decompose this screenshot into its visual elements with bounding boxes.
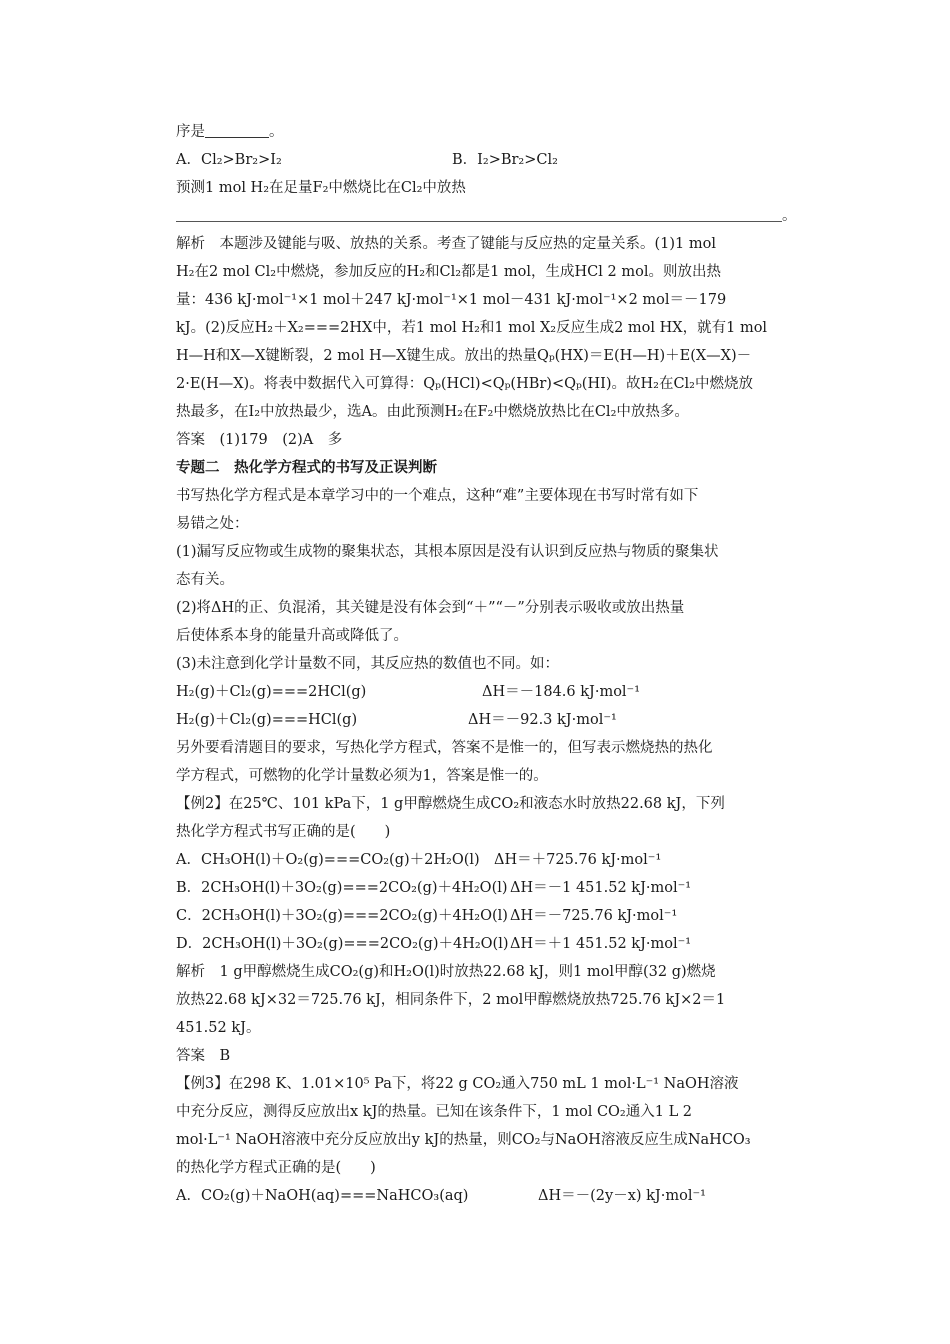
example3-stem-2: 中充分反应，测得反应放出x kJ的热量。已知在该条件下，1 mol CO₂通入1 L 2 <box>176 1104 693 1120</box>
analysis-line-5: H—H和X—X键断裂，2 mol H—X键生成。放出的热量Qₚ(HX)＝E(H—H)＋E(X—X)－ <box>176 348 752 364</box>
options-line <box>176 146 816 174</box>
topic2-line-6: 后使体系本身的能量升高或降低了。 <box>176 628 408 644</box>
question-suffix: 。 <box>269 124 284 140</box>
equation-1 <box>176 678 816 706</box>
topic2-tail-1: 另外要看清题目的要求，写热化学方程式，答案不是惟一的，但写表示燃烧热的热化 <box>176 740 713 756</box>
predict-end: 。 <box>782 208 797 224</box>
option-b-dh: ΔH＝－1 451.52 kJ·mol⁻¹ <box>510 880 692 896</box>
example3-stem-3: mol·L⁻¹ NaOH溶液中充分反应放出y kJ的热量，则CO₂与NaOH溶液反应生成NaHCO₃ <box>176 1132 751 1148</box>
question-intro: 序是 <box>176 124 205 140</box>
topic2-line-2: 易错之处： <box>176 516 249 532</box>
topic2-line-3: (1)漏写反应物或生成物的聚集状态，其根本原因是没有认识到反应热与物质的聚集状 <box>176 544 719 560</box>
example2-answer: 答案 B <box>176 1048 231 1064</box>
example2-analysis-2: 放热22.68 kJ×32＝725.76 kJ，相同条件下，2 mol甲醇燃烧放热725.76 kJ×2＝1 <box>176 992 726 1008</box>
example2-option-d <box>176 930 816 958</box>
document-page <box>176 118 816 1210</box>
option-b-equation: B．2CH₃OH(l)＋3O₂(g)===2CO₂(g)＋4H₂O(l) <box>176 880 508 896</box>
topic2-tail-2: 学方程式，可燃物的化学计量数必须为1，答案是惟一的。 <box>176 768 548 784</box>
example3-stem-1: 【例3】在298 K、1.01×10⁵ Pa下，将22 g CO₂通入750 mL 1 mol·L⁻¹ NaOH溶液 <box>176 1076 739 1092</box>
option-a: A．Cl₂>Br₂>I₂ <box>176 152 282 168</box>
predict-answer-line <box>176 202 816 230</box>
equation-2-reaction: H₂(g)＋Cl₂(g)===HCl(g) <box>176 712 358 728</box>
example2-analysis-1: 解析 1 g甲醇燃烧生成CO₂(g)和H₂O(l)时放热22.68 kJ，则1 mol甲醇(32 g)燃烧 <box>176 964 716 980</box>
option-c-equation: C．2CH₃OH(l)＋3O₂(g)===2CO₂(g)＋4H₂O(l) <box>176 908 508 924</box>
analysis-line-1: 解析 本题涉及键能与吸、放热的关系。考查了键能与反应热的定量关系。(1)1 mol <box>176 236 716 252</box>
topic2-line-7: (3)未注意到化学计量数不同，其反应热的数值也不同。如： <box>176 656 560 672</box>
analysis-line-2: H₂在2 mol Cl₂中燃烧，参加反应的H₂和Cl₂都是1 mol，生成HCl 2 mol。则放出热 <box>176 264 721 280</box>
option-a-dh: ΔH＝＋725.76 kJ·mol⁻¹ <box>494 852 662 868</box>
equation-2-dh: ΔH＝－92.3 kJ·mol⁻¹ <box>468 712 617 728</box>
example2-option-a <box>176 846 816 874</box>
option-b: B．I₂>Br₂>Cl₂ <box>452 152 558 168</box>
question-line <box>176 118 816 146</box>
example3-stem-4: 的热化学方程式正确的是( ) <box>176 1160 376 1176</box>
option-c-dh: ΔH＝－725.76 kJ·mol⁻¹ <box>510 908 678 924</box>
example3-option-a-equation: A．CO₂(g)＋NaOH(aq)===NaHCO₃(aq) <box>176 1188 469 1204</box>
topic2-line-1: 书写热化学方程式是本章学习中的一个难点，这种“难”主要体现在书写时常有如下 <box>176 488 699 504</box>
answer-1: 答案 (1)179 (2)A 多 <box>176 432 343 448</box>
analysis-line-6: 2·E(H—X)。将表中数据代入可算得：Qₚ(HCl)<Qₚ(HBr)<Qₚ(HI)。故H₂在Cl₂中燃烧放 <box>176 376 753 392</box>
equation-1-dh: ΔH＝－184.6 kJ·mol⁻¹ <box>482 684 641 700</box>
topic2-heading: 专题二 热化学方程式的书写及正误判断 <box>176 459 437 476</box>
predict-line: 预测1 mol H₂在足量F₂中燃烧比在Cl₂中放热 <box>176 180 466 196</box>
example2-stem-2: 热化学方程式书写正确的是( ) <box>176 824 391 840</box>
analysis-line-3: 量：436 kJ·mol⁻¹×1 mol＋247 kJ·mol⁻¹×1 mol－431 kJ·mol⁻¹×2 mol＝－179 <box>176 292 727 308</box>
predict-blank <box>176 203 782 222</box>
answer-blank <box>205 121 269 138</box>
example2-option-b <box>176 874 816 902</box>
analysis-line-4: kJ。(2)反应H₂＋X₂===2HX中，若1 mol H₂和1 mol X₂反应生成2 mol HX，就有1 mol <box>176 320 768 336</box>
example3-option-a <box>176 1182 816 1210</box>
equation-2 <box>176 706 816 734</box>
topic2-line-5: (2)将ΔH的正、负混淆，其关键是没有体会到“＋”“－”分别表示吸收或放出热量 <box>176 600 685 616</box>
option-d-dh: ΔH＝＋1 451.52 kJ·mol⁻¹ <box>510 936 692 952</box>
example2-option-c <box>176 902 816 930</box>
example3-option-a-dh: ΔH＝－(2y－x) kJ·mol⁻¹ <box>538 1188 706 1204</box>
example2-analysis-3: 451.52 kJ。 <box>176 1020 261 1036</box>
option-d-equation: D．2CH₃OH(l)＋3O₂(g)===2CO₂(g)＋4H₂O(l) <box>176 936 509 952</box>
example2-stem-1: 【例2】在25℃、101 kPa下，1 g甲醇燃烧生成CO₂和液态水时放热22.68 kJ，下列 <box>176 796 725 812</box>
analysis-line-7: 热最多，在I₂中放热最少，选A。由此预测H₂在F₂中燃烧放热比在Cl₂中放热多。 <box>176 404 689 420</box>
option-a-equation: A．CH₃OH(l)＋O₂(g)===CO₂(g)＋2H₂O(l) <box>176 852 480 868</box>
equation-1-reaction: H₂(g)＋Cl₂(g)===2HCl(g) <box>176 684 367 700</box>
topic2-line-4: 态有关。 <box>176 572 234 588</box>
